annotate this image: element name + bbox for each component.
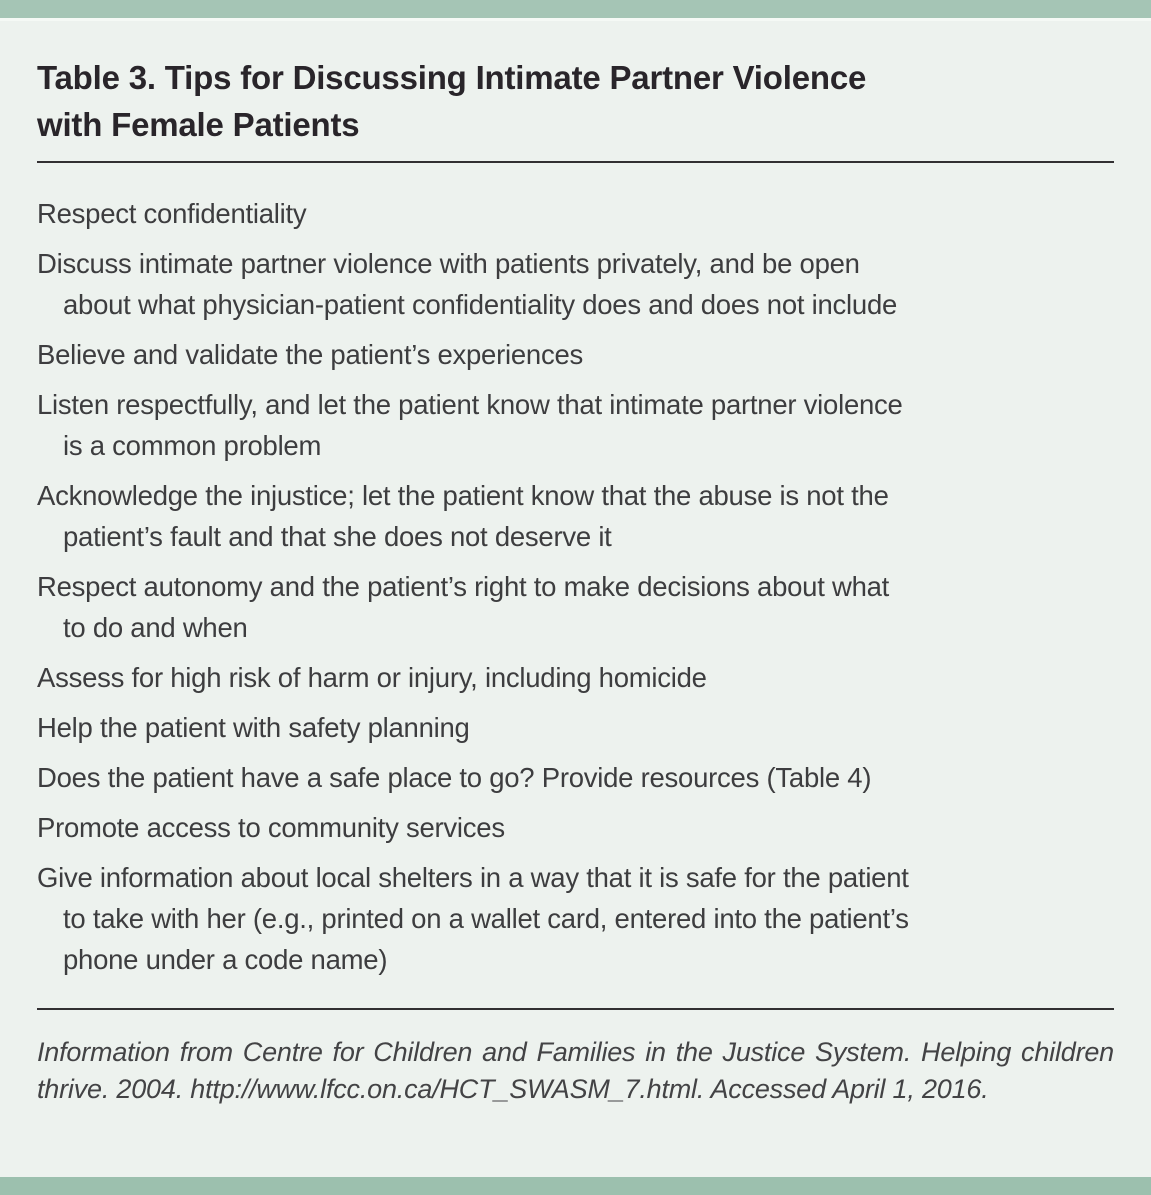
list-item: Respect confidentiality (37, 198, 307, 229)
tips-list (37, 193, 1114, 980)
list-item: Respect autonomy and the patient’s right to make decisions about what to do and when (37, 571, 890, 643)
source-footnote: Information from Centre for Children and Families in the Justice System. Helping children thrive. 2004. http://www.lfcc.on.ca/HCT_SWASM_7.html. Accessed April 1, 2016. (37, 1037, 1114, 1104)
list-item: Discuss intimate partner violence with patients privately, and be open about what physician-patient confidentiality does and does not include (37, 248, 898, 320)
table-title: Table 3. Tips for Discussing Intimate Partner Violence with Female Patients (37, 59, 867, 143)
list-item: Believe and validate the patient’s experiences (37, 339, 584, 370)
list-item: Does the patient have a safe place to go? Provide resources (Table 4) (37, 762, 872, 793)
top-accent-bar (0, 0, 1151, 21)
title-divider (37, 161, 1114, 163)
footnote-divider (37, 1008, 1114, 1010)
list-item: Give information about local shelters in a way that it is safe for the patient to take with her (e.g., printed on a wallet card, entered into the patient’s phone under a code name) (37, 862, 909, 975)
list-item: Acknowledge the injustice; let the patient know that the abuse is not the patient’s fault and that she does not deserve it (37, 480, 889, 552)
bottom-accent-bar (0, 1177, 1151, 1195)
list-item: Help the patient with safety planning (37, 712, 470, 743)
list-item: Promote access to community services (37, 812, 505, 843)
list-item: Assess for high risk of harm or injury, including homicide (37, 662, 707, 693)
list-item: Listen respectfully, and let the patient know that intimate partner violence is a common problem (37, 389, 903, 461)
